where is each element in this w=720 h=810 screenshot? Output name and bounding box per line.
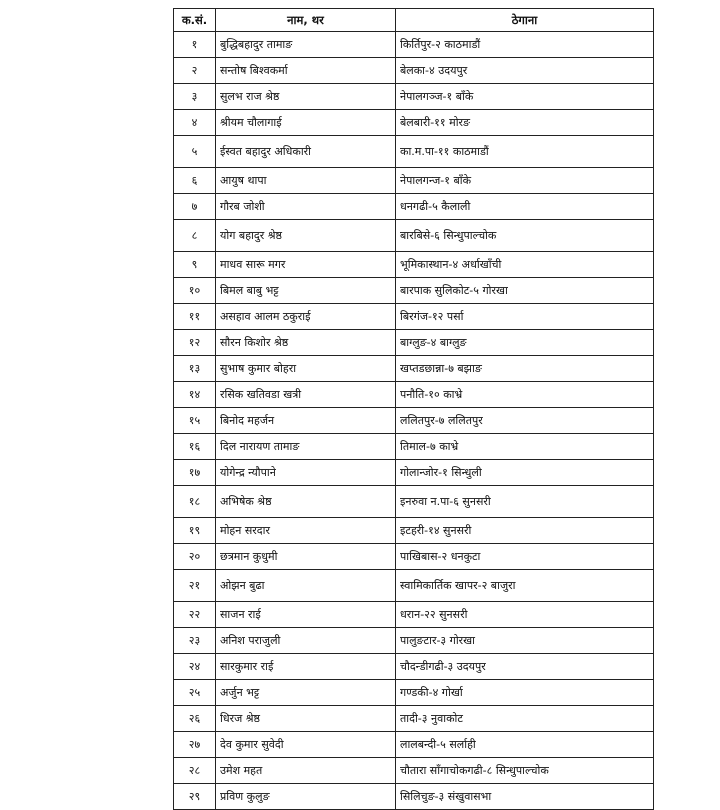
serial-number-cell: १६	[174, 434, 216, 460]
serial-number-cell: १९	[174, 518, 216, 544]
name-cell: बिमल बाबु भट्ट	[216, 278, 396, 304]
serial-number-cell: २९	[174, 784, 216, 810]
address-cell: बेलका-४ उदयपुर	[396, 58, 654, 84]
serial-number-cell: ११	[174, 304, 216, 330]
name-cell: ओझन बुढा	[216, 570, 396, 602]
table-row	[174, 570, 654, 602]
address-header: ठेगाना	[396, 9, 654, 32]
name-cell: सुभाष कुमार बोहरा	[216, 356, 396, 382]
name-cell: साजन राई	[216, 602, 396, 628]
serial-number-cell: ८	[174, 220, 216, 252]
address-cell: गण्डकी-४ गोर्खा	[396, 680, 654, 706]
table-row	[174, 628, 654, 654]
table-row	[174, 194, 654, 220]
table-row	[174, 784, 654, 810]
name-cell: उमेश महत	[216, 758, 396, 784]
name-cell: धिरज श्रेष्ठ	[216, 706, 396, 732]
table-row	[174, 732, 654, 758]
name-cell: सारकुमार राई	[216, 654, 396, 680]
name-cell: देव कुमार सुवेदी	[216, 732, 396, 758]
address-cell: नेपालगन्ज-१ बाँके	[396, 168, 654, 194]
serial-number-cell: २३	[174, 628, 216, 654]
name-cell: सन्तोष बिश्वकर्मा	[216, 58, 396, 84]
address-cell: तिमाल-७ काभ्रे	[396, 434, 654, 460]
names-table	[173, 8, 654, 810]
serial-number-cell: ६	[174, 168, 216, 194]
serial-number-cell: २४	[174, 654, 216, 680]
table-row	[174, 168, 654, 194]
table-row	[174, 602, 654, 628]
table-row	[174, 758, 654, 784]
name-cell: प्रविण कुलुङ	[216, 784, 396, 810]
serial-number-cell: १०	[174, 278, 216, 304]
serial-number-cell: २८	[174, 758, 216, 784]
table-row	[174, 434, 654, 460]
table-row	[174, 544, 654, 570]
table-row	[174, 58, 654, 84]
name-cell: अभिषेक श्रेष्ठ	[216, 486, 396, 518]
name-cell: सौरन किशोर श्रेष्ठ	[216, 330, 396, 356]
table-row	[174, 356, 654, 382]
table-row	[174, 330, 654, 356]
header-row	[174, 9, 654, 32]
name-cell: श्रीयम चौलागाई	[216, 110, 396, 136]
name-cell: अनिश पराजुली	[216, 628, 396, 654]
name-cell: माधव सारू मगर	[216, 252, 396, 278]
table-row	[174, 32, 654, 58]
address-cell: बेलबारी-११ मोरङ	[396, 110, 654, 136]
name-cell: आयुष थापा	[216, 168, 396, 194]
address-cell: किर्तिपुर-२ काठमाडौं	[396, 32, 654, 58]
name-cell: सुलभ राज श्रेष्ठ	[216, 84, 396, 110]
name-cell: योग बहादुर श्रेष्ठ	[216, 220, 396, 252]
name-cell: ईस्वत बहादुर अधिकारी	[216, 136, 396, 168]
address-cell: नेपालगञ्ज-१ बाँके	[396, 84, 654, 110]
serial-number-cell: ३	[174, 84, 216, 110]
address-cell: बारबिसे-६ सिन्धुपाल्चोक	[396, 220, 654, 252]
serial-number-cell: १४	[174, 382, 216, 408]
address-cell: चौतारा साँगाचोकगढी-८ सिन्धुपाल्चोक	[396, 758, 654, 784]
name-cell: गौरब जोशी	[216, 194, 396, 220]
serial-number-cell: ४	[174, 110, 216, 136]
name-cell: मोहन सरदार	[216, 518, 396, 544]
address-cell: का.म.पा-११ काठमाडौं	[396, 136, 654, 168]
table-row	[174, 382, 654, 408]
table-row	[174, 518, 654, 544]
address-cell: स्वामिकार्तिक खापर-२ बाजुरा	[396, 570, 654, 602]
address-cell: इटहरी-१४ सुनसरी	[396, 518, 654, 544]
table-row	[174, 654, 654, 680]
serial-number-cell: २०	[174, 544, 216, 570]
name-cell: योगेन्द्र न्यौपाने	[216, 460, 396, 486]
address-cell: चौदन्डीगढी-३ उदयपुर	[396, 654, 654, 680]
address-cell: ललितपुर-७ ललितपुर	[396, 408, 654, 434]
serial-number-cell: २७	[174, 732, 216, 758]
serial-number-cell: २६	[174, 706, 216, 732]
address-cell: भूमिकास्थान-४ अर्धाखाँची	[396, 252, 654, 278]
serial-number-cell: २१	[174, 570, 216, 602]
address-cell: पनौति-१० काभ्रे	[396, 382, 654, 408]
serial-number-cell: १७	[174, 460, 216, 486]
address-cell: सिलिचुङ-३ संखुवासभा	[396, 784, 654, 810]
address-cell: खप्तडछान्ना-७ बझाङ	[396, 356, 654, 382]
serial-number-cell: २	[174, 58, 216, 84]
serial-number-cell: ५	[174, 136, 216, 168]
serial-number-cell: १२	[174, 330, 216, 356]
name-cell: छत्रमान कुधुमी	[216, 544, 396, 570]
table-row	[174, 304, 654, 330]
table-row	[174, 110, 654, 136]
table-row	[174, 278, 654, 304]
table-row	[174, 252, 654, 278]
serial-number-cell: ९	[174, 252, 216, 278]
address-cell: बाग्लुङ-४ बाग्लुङ	[396, 330, 654, 356]
name-header: नाम, थर	[216, 9, 396, 32]
serial-number-header: क.सं.	[174, 9, 216, 32]
name-cell: असहाव आलम ठकुराई	[216, 304, 396, 330]
name-cell: बिनोद महर्जन	[216, 408, 396, 434]
name-cell: बुद्धिबहादुर तामाङ	[216, 32, 396, 58]
address-cell: पाखिबास-२ धनकुटा	[396, 544, 654, 570]
table-row	[174, 220, 654, 252]
address-cell: इनरुवा न.पा-६ सुनसरी	[396, 486, 654, 518]
serial-number-cell: १	[174, 32, 216, 58]
table-row	[174, 136, 654, 168]
address-cell: पालुङटार-३ गोरखा	[396, 628, 654, 654]
address-cell: बिरगंज-१२ पर्सा	[396, 304, 654, 330]
name-cell: दिल नारायण तामाङ	[216, 434, 396, 460]
serial-number-cell: २२	[174, 602, 216, 628]
address-cell: गोलान्जोर-१ सिन्धुली	[396, 460, 654, 486]
serial-number-cell: १५	[174, 408, 216, 434]
table-row	[174, 486, 654, 518]
table-row	[174, 680, 654, 706]
table-row	[174, 84, 654, 110]
serial-number-cell: २५	[174, 680, 216, 706]
address-cell: लालबन्दी-५ सर्लाही	[396, 732, 654, 758]
table-row	[174, 460, 654, 486]
serial-number-cell: १३	[174, 356, 216, 382]
address-cell: धनगढी-५ कैलाली	[396, 194, 654, 220]
address-cell: बारपाक सुलिकोट-५ गोरखा	[396, 278, 654, 304]
name-cell: रसिक खतिवडा खत्री	[216, 382, 396, 408]
table-row	[174, 408, 654, 434]
name-cell: अर्जुन भट्ट	[216, 680, 396, 706]
address-cell: धरान-२२ सुनसरी	[396, 602, 654, 628]
address-cell: तादी-३ नुवाकोट	[396, 706, 654, 732]
serial-number-cell: १८	[174, 486, 216, 518]
table-row	[174, 706, 654, 732]
serial-number-cell: ७	[174, 194, 216, 220]
